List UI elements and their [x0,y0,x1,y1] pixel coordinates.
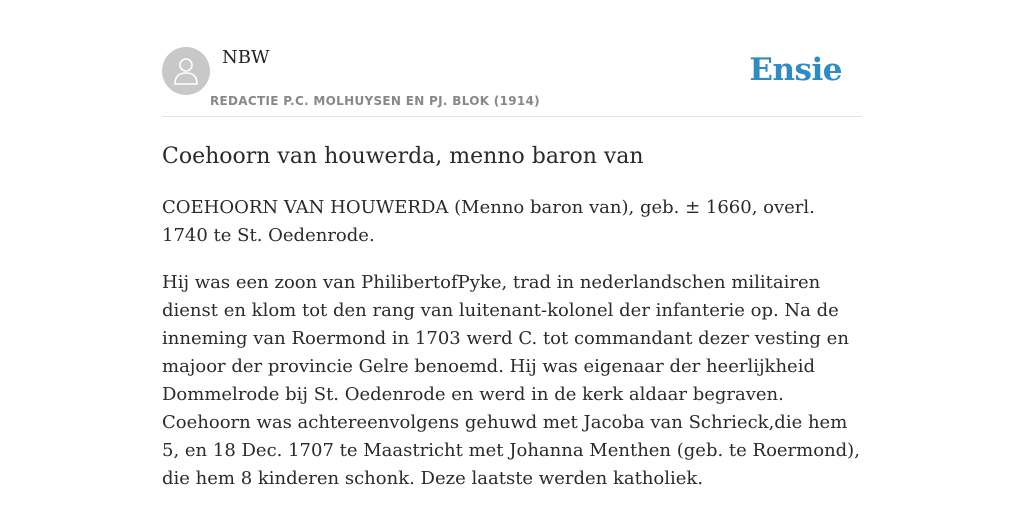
author-avatar[interactable] [162,47,210,95]
article-card [162,0,862,493]
ensie-logo[interactable]: Ensie [749,52,842,88]
user-icon [172,56,200,86]
article-paragraph: COEHOORN VAN HOUWERDA (Menno baron van), geb. ± 1660, overl. 1740 te St. Oedenrode. [162,197,815,246]
article-title: Coehoorn van houwerda, menno baron van [162,144,644,169]
source-label: REDACTIE P.C. MOLHUYSEN EN PJ. BLOK (1914) [210,94,540,108]
article-paragraph: Hij was een zoon van PhilibertofPyke, trad in nederlandschen militairen dienst en klom tot den rang van luitenant-kolonel der infanterie op. Na de inneming van Roermond in 1703 werd C. tot commandant dezer vesting en majoor der provincie Gelre benoemd. Hij was eigenaar der heerlijkheid Dommelrode bij St. Oedenrode en werd in de kerk aldaar begraven. Coehoorn was achtereenvolgens gehuwd met Jacoba van Schrieck,die hem 5, en 18 Dec. 1707 te Maastricht met Johanna Menthen (geb. te Roermond), die hem 8 kinderen schonk. Deze laatste werden katholiek. [162,272,860,489]
article-header [162,0,862,117]
author-name[interactable]: NBW [222,47,270,68]
